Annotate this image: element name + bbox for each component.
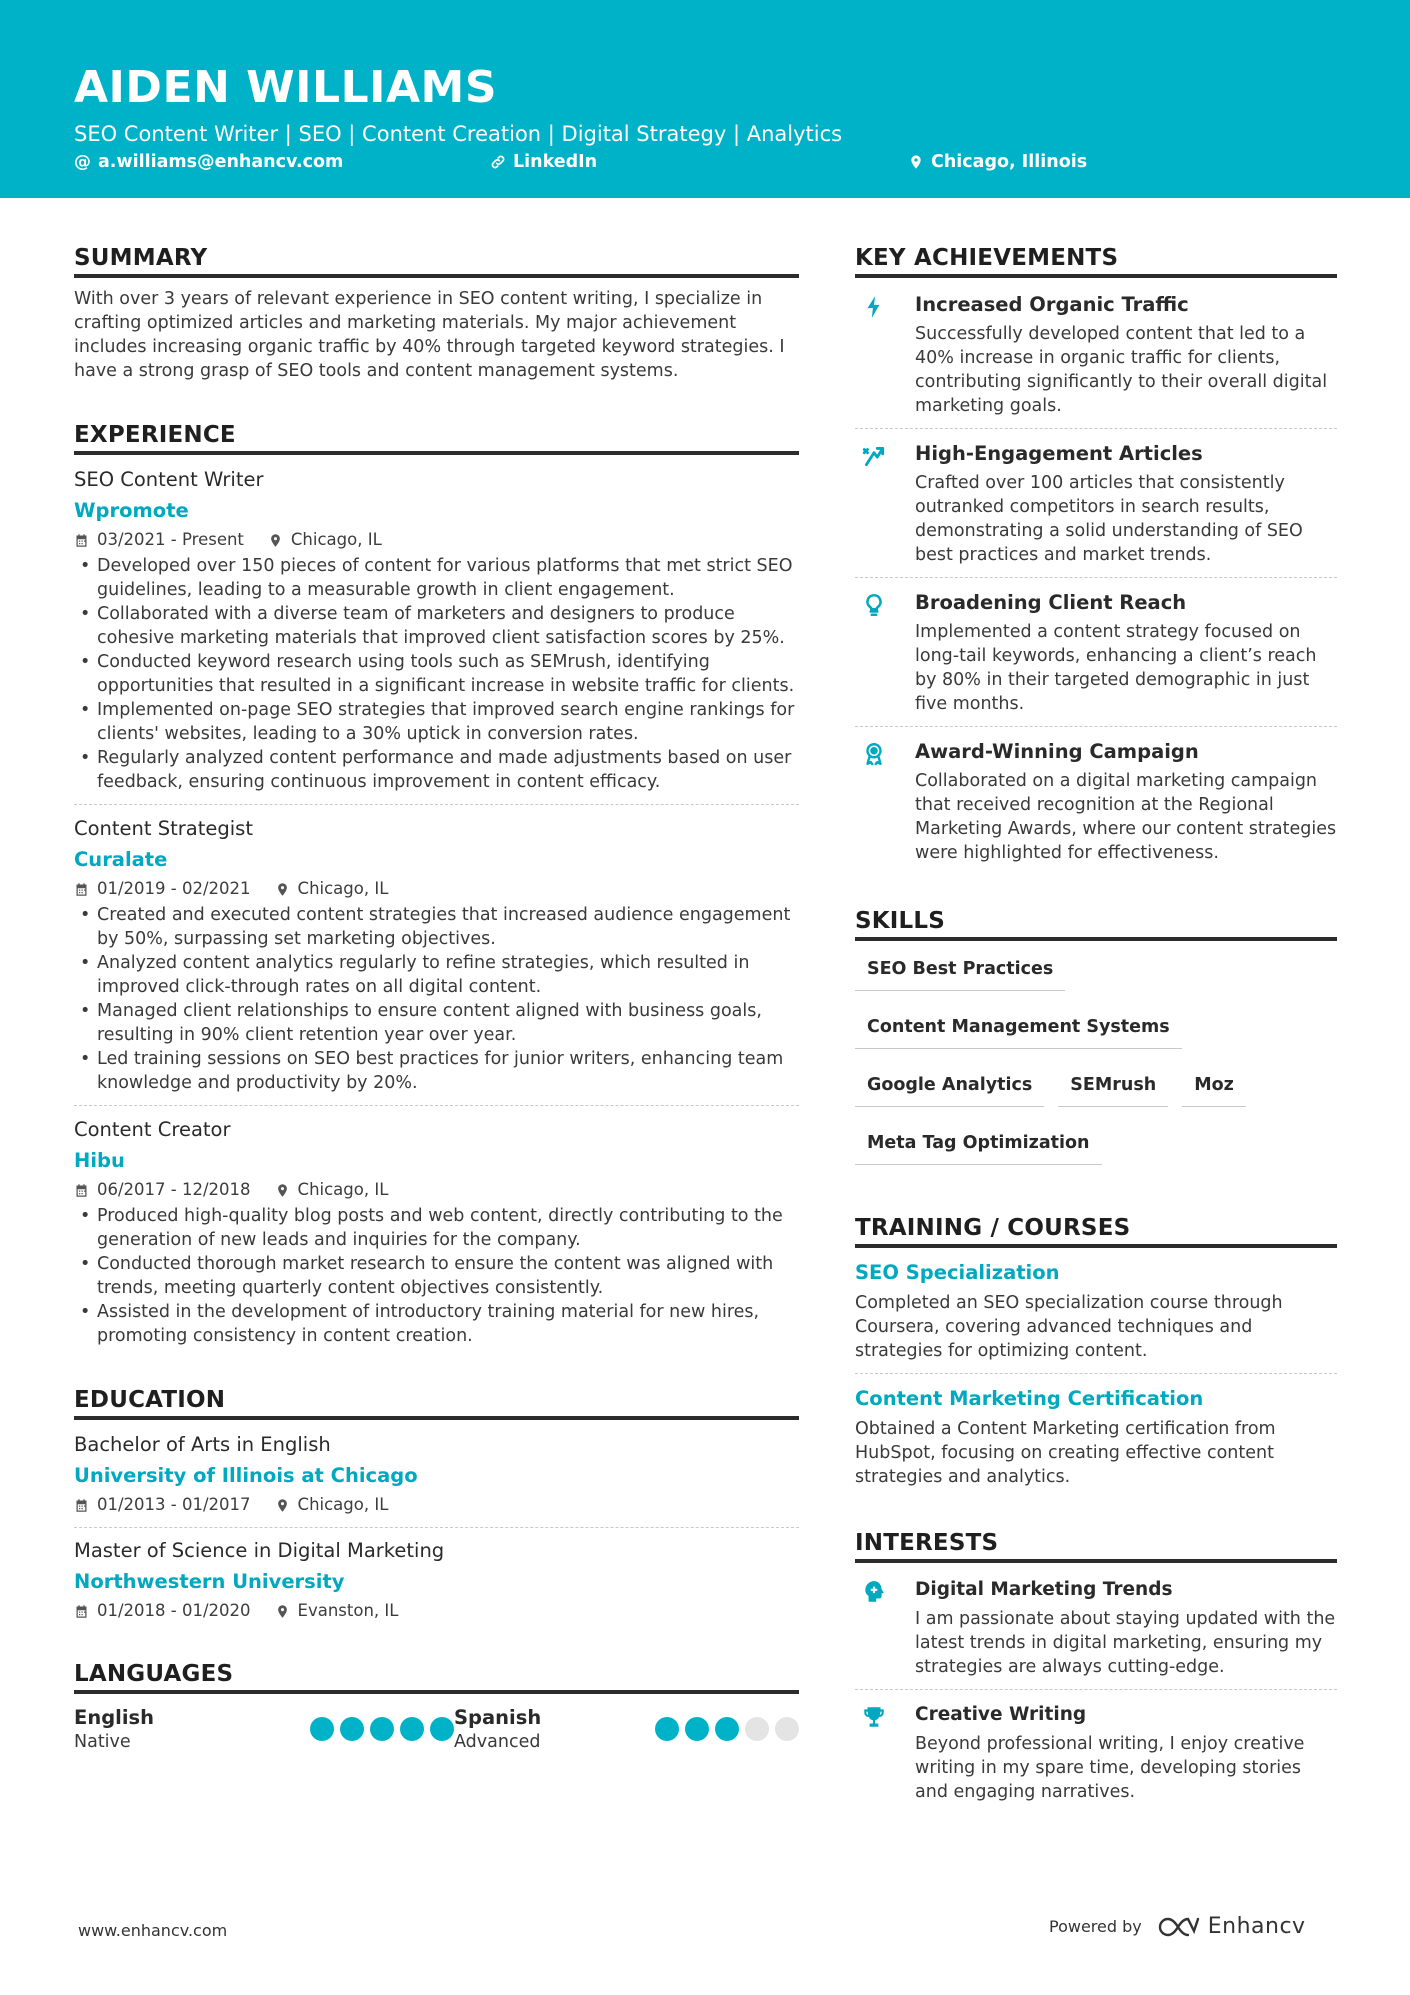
skills-section (855, 907, 1337, 1189)
job-bullet: • Managed client relationships to ensure content aligned with business goals, resulting in 90% client retention year over year. (74, 999, 799, 1047)
language-name: Spanish (454, 1706, 542, 1729)
location-pin-icon (275, 1498, 290, 1513)
rating-dot (775, 1717, 799, 1741)
job-location: Chicago, IL (297, 879, 389, 898)
course-title: Content Marketing Certification (855, 1387, 1204, 1410)
location-pin-icon (908, 154, 924, 170)
skill-tag: Meta Tag Optimization (855, 1131, 1102, 1165)
job-meta (74, 529, 799, 551)
skill-tag: Content Management Systems (855, 1015, 1182, 1049)
footer-branding (1049, 1914, 1306, 1939)
achievement-entry (855, 739, 1337, 865)
job-entry (74, 816, 799, 1095)
education-dates: 01/2018 - 01/2020 (97, 1601, 251, 1620)
course-entry (855, 1386, 1337, 1489)
education-degree: Master of Science in Digital Marketing (74, 1539, 445, 1562)
job-bullet: • Analyzed content analytics regularly to refine strategies, which resulted in improved click-through rates on all digital content. (74, 951, 799, 999)
powered-by-label: Powered by (1049, 1917, 1142, 1936)
candidate-name: AIDEN WILLIAMS (74, 62, 498, 113)
experience-section (74, 421, 799, 1348)
job-role: SEO Content Writer (74, 468, 264, 491)
calendar-icon (74, 1498, 89, 1513)
achievement-entry (855, 292, 1337, 418)
job-bullets (74, 903, 799, 1095)
education-entry (74, 1432, 799, 1516)
experience-title: EXPERIENCE (74, 421, 799, 455)
lightbulb-icon (861, 592, 887, 618)
job-entry (74, 1117, 799, 1348)
achievement-entry (855, 590, 1337, 716)
education-location: Chicago, IL (297, 1495, 389, 1514)
rating-dot (430, 1717, 454, 1741)
divider (855, 428, 1337, 429)
language-level: Advanced (454, 1732, 541, 1752)
brand-name: Enhancv (1207, 1914, 1306, 1939)
job-company: Hibu (74, 1149, 125, 1172)
job-location: Chicago, IL (297, 1180, 389, 1199)
course-desc: Obtained a Content Marketing certification from HubSpot, focusing on creating effective content strategies and analytics. (855, 1419, 1276, 1487)
divider (74, 1105, 799, 1106)
job-dates: 01/2019 - 02/2021 (97, 879, 251, 898)
brand-logo[interactable] (1156, 1914, 1306, 1939)
job-company: Wpromote (74, 499, 189, 522)
summary-text: With over 3 years of relevant experience in SEO content writing, I specialize in crafting optimized articles and marketing materials. My major achievement includes increasing organic traffic by 40% through targeted keyword strategies. I have a strong grasp of SEO tools and content management systems. (74, 289, 785, 381)
education-meta (74, 1494, 799, 1516)
education-location: Evanston, IL (297, 1601, 399, 1620)
languages-title: LANGUAGES (74, 1660, 799, 1694)
job-bullet: • Led training sessions on SEO best practices for junior writers, enhancing team knowledge and productivity by 20%. (74, 1047, 799, 1095)
contact-location (908, 152, 1087, 172)
linkedin-text: LinkedIn (513, 152, 598, 172)
left-column (74, 244, 799, 1754)
job-role: Content Creator (74, 1118, 231, 1141)
achievement-desc: Collaborated on a digital marketing campaign that received recognition at the Regional Marketing Awards, where our content strategies were highlighted for effectiveness. (915, 771, 1337, 863)
footer-website[interactable]: www.enhancv.com (78, 1921, 228, 1940)
training-section (855, 1214, 1337, 1489)
location-pin-icon (268, 533, 283, 548)
right-column (855, 244, 1337, 1804)
job-bullets (74, 554, 799, 794)
divider (855, 577, 1337, 578)
skill-tag: Moz (1182, 1073, 1246, 1107)
skills-title: SKILLS (855, 907, 1337, 941)
link-icon (490, 154, 506, 170)
interests-title: INTERESTS (855, 1529, 1337, 1563)
trophy-icon (861, 1704, 887, 1730)
job-bullets (74, 1204, 799, 1348)
skills-list (855, 957, 1337, 1189)
award-icon (861, 741, 887, 767)
contact-linkedin[interactable] (490, 152, 597, 172)
rating-dot (745, 1717, 769, 1741)
achievement-title: High-Engagement Articles (915, 442, 1203, 465)
summary-title: SUMMARY (74, 244, 799, 278)
education-school: Northwestern University (74, 1570, 345, 1593)
achievements-section (855, 244, 1337, 865)
job-bullet: • Conducted thorough market research to ensure the content was aligned with trends, meeting quarterly content objectives consistently. (74, 1252, 799, 1300)
course-title: SEO Specialization (855, 1261, 1060, 1284)
interest-desc: I am passionate about staying updated with the latest trends in digital marketing, ensuring my strategies are always cutting-edge. (915, 1609, 1336, 1677)
skill-tag: SEO Best Practices (855, 957, 1065, 991)
job-bullet: • Implemented on-page SEO strategies that improved search engine rankings for clients' websites, leading to a 30% uptick in conversion rates. (74, 698, 799, 746)
job-company: Curalate (74, 848, 168, 871)
job-bullet: • Conducted keyword research using tools such as SEMrush, identifying opportunities that resulted in a significant increase in website traffic for clients. (74, 650, 799, 698)
divider (855, 726, 1337, 727)
achievements-title: KEY ACHIEVEMENTS (855, 244, 1337, 278)
achievement-title: Broadening Client Reach (915, 591, 1187, 614)
course-desc: Completed an SEO specialization course through Coursera, covering advanced techniques and strategies for optimizing content. (855, 1293, 1283, 1361)
interest-title: Creative Writing (915, 1704, 1087, 1725)
trend-arrow-icon (861, 443, 887, 469)
interest-entry (855, 1702, 1337, 1804)
header-banner (0, 0, 1410, 198)
skill-tag: SEMrush (1058, 1073, 1168, 1107)
divider (855, 1689, 1337, 1690)
location-pin-icon (275, 882, 290, 897)
achievement-entry (855, 441, 1337, 567)
education-title: EDUCATION (74, 1386, 799, 1420)
education-entry (74, 1538, 799, 1622)
candidate-tagline: SEO Content Writer | SEO | Content Creation | Digital Strategy | Analytics (74, 122, 843, 146)
language-rating (655, 1717, 799, 1754)
education-dates: 01/2013 - 01/2017 (97, 1495, 251, 1514)
language-entry (74, 1706, 454, 1754)
course-entry (855, 1260, 1337, 1363)
language-name: English (74, 1706, 155, 1729)
skill-tag: Google Analytics (855, 1073, 1044, 1107)
divider (855, 1373, 1337, 1374)
job-bullet: • Produced high-quality blog posts and web content, directly contributing to the generation of new leads and inquiries for the company. (74, 1204, 799, 1252)
job-dates: 03/2021 - Present (97, 530, 244, 549)
languages-section (74, 1660, 799, 1754)
at-icon: @ (74, 152, 91, 172)
job-entry (74, 467, 799, 794)
rating-dot (310, 1717, 334, 1741)
achievement-desc: Implemented a content strategy focused on long-tail keywords, enhancing a client’s reach by 80% in their targeted demographic in just five months. (915, 622, 1317, 714)
calendar-icon (74, 533, 89, 548)
job-bullet: • Collaborated with a diverse team of marketers and designers to produce cohesive marketing materials that improved client satisfaction scores by 25%. (74, 602, 799, 650)
rating-dot (400, 1717, 424, 1741)
interest-desc: Beyond professional writing, I enjoy creative writing in my spare time, developing stories and engaging narratives. (915, 1734, 1305, 1802)
achievement-desc: Crafted over 100 articles that consistently outranked competitors in search results, demonstrating a solid understanding of SEO best practices and market trends. (915, 473, 1303, 565)
achievement-title: Increased Organic Traffic (915, 293, 1189, 316)
languages-row (74, 1706, 799, 1754)
rating-dot (655, 1717, 679, 1741)
contact-email[interactable] (74, 152, 343, 172)
job-location: Chicago, IL (290, 530, 382, 549)
job-bullet: • Regularly analyzed content performance and made adjustments based on user feedback, ensuring continuous improvement in content efficacy. (74, 746, 799, 794)
education-meta (74, 1600, 799, 1622)
job-bullet: • Developed over 150 pieces of content for various platforms that met strict SEO guidelines, leading to a measurable growth in client engagement. (74, 554, 799, 602)
job-dates: 06/2017 - 12/2018 (97, 1180, 251, 1199)
job-bullet: • Assisted in the development of introductory training material for new hires, promoting consistency in content creation. (74, 1300, 799, 1348)
summary-section (74, 244, 799, 383)
education-section (74, 1386, 799, 1622)
language-level: Native (74, 1732, 131, 1752)
language-entry (454, 1706, 799, 1754)
interest-title: Digital Marketing Trends (915, 1579, 1173, 1600)
job-meta (74, 878, 799, 900)
job-meta (74, 1179, 799, 1201)
calendar-icon (74, 1183, 89, 1198)
job-role: Content Strategist (74, 817, 253, 840)
head-brain-icon (861, 1579, 887, 1605)
email-text: a.williams@enhancv.com (98, 152, 344, 172)
training-title: TRAINING / COURSES (855, 1214, 1337, 1248)
education-school: University of Illinois at Chicago (74, 1464, 418, 1487)
rating-dot (715, 1717, 739, 1741)
divider (74, 804, 799, 805)
rating-dot (685, 1717, 709, 1741)
calendar-icon (74, 882, 89, 897)
interests-section (855, 1529, 1337, 1804)
rating-dot (370, 1717, 394, 1741)
rating-dot (340, 1717, 364, 1741)
interest-entry (855, 1577, 1337, 1679)
lightning-icon (861, 294, 887, 320)
education-degree: Bachelor of Arts in English (74, 1433, 331, 1456)
job-bullet: • Created and executed content strategies that increased audience engagement by 50%, surpassing set marketing objectives. (74, 903, 799, 951)
location-pin-icon (275, 1604, 290, 1619)
location-pin-icon (275, 1183, 290, 1198)
location-text: Chicago, Illinois (931, 152, 1088, 172)
calendar-icon (74, 1604, 89, 1619)
language-rating (310, 1717, 454, 1754)
achievement-desc: Successfully developed content that led to a 40% increase in organic traffic for clients, contributing significantly to their overall digital marketing goals. (915, 324, 1328, 416)
divider (74, 1527, 799, 1528)
achievement-title: Award-Winning Campaign (915, 740, 1199, 763)
enhancv-logo-icon (1156, 1915, 1202, 1939)
